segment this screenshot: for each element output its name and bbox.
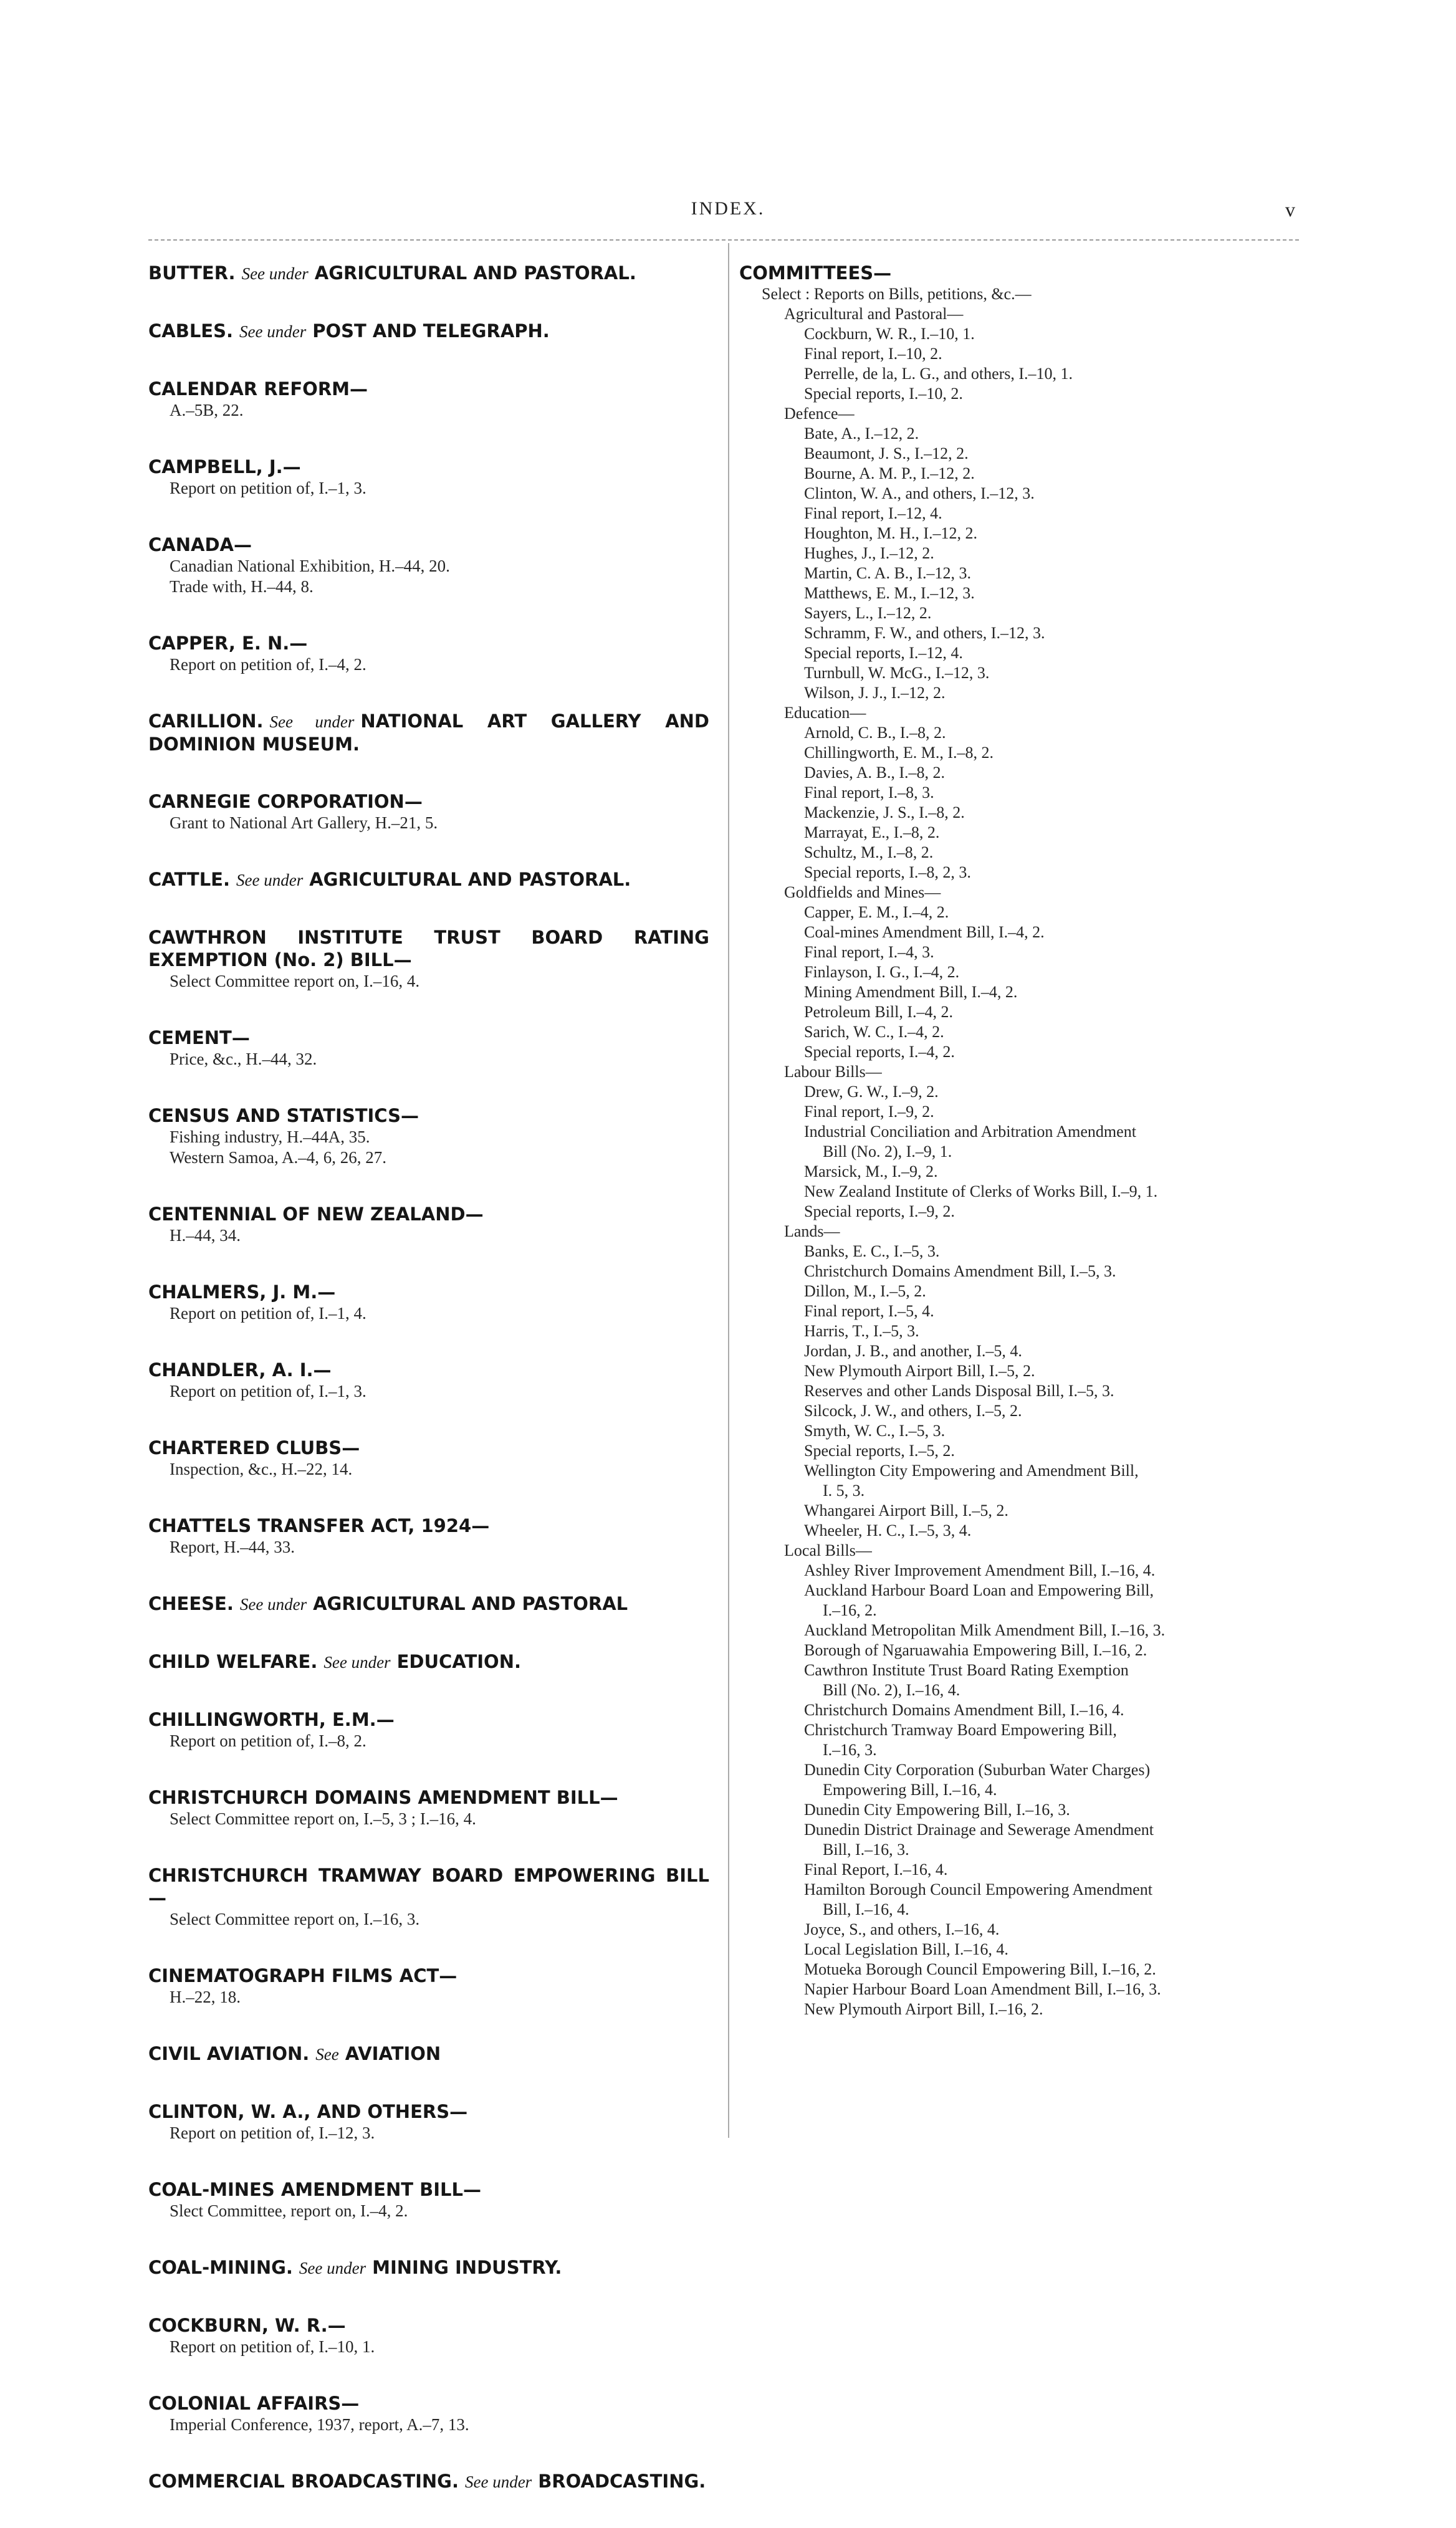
- committee-item: Petroleum Bill, I.–4, 2.: [804, 1003, 954, 1021]
- entry-heading: [148, 1359, 709, 1381]
- index-entry: [148, 1203, 709, 1246]
- committee-item: Special reports, I.–4, 2.: [804, 1043, 955, 1061]
- entry-heading-text: CARNEGIE CORPORATION—: [148, 791, 423, 812]
- committee-item: Mining Amendment Bill, I.–4, 2.: [804, 983, 1018, 1001]
- committee-group-heading: Lands—: [784, 1222, 840, 1240]
- committee-item: Final report, I.–4, 3.: [804, 943, 934, 961]
- committee-item: Auckland Harbour Board Loan and Empowering Bill,: [804, 1581, 1154, 1599]
- entry-subline: H.–22, 18.: [170, 1988, 241, 2006]
- committee-item: Special reports, I.–9, 2.: [804, 1202, 955, 1220]
- committee-item: New Zealand Institute of Clerks of Works Bill, I.–9, 1.: [804, 1182, 1158, 1200]
- committee-item: Houghton, M. H., I.–12, 2.: [804, 524, 978, 542]
- see-reference: See under: [464, 2473, 532, 2491]
- entry-heading-text: CAPPER, E. N.—: [148, 633, 308, 654]
- see-reference: See under: [269, 712, 355, 731]
- committee-item-continuation: I.–16, 3.: [823, 1741, 877, 1759]
- entry-subline: Price, &c., H.–44, 32.: [170, 1050, 317, 1068]
- committee-item: Davies, A. B., I.–8, 2.: [804, 764, 946, 782]
- committee-item: Final report, I.–12, 4.: [804, 504, 942, 522]
- entry-heading-text: CHATTELS TRANSFER ACT, 1924—: [148, 1515, 490, 1536]
- see-target: AGRICULTURAL AND PASTORAL.: [309, 869, 631, 890]
- index-entry: [148, 378, 709, 421]
- committee-item: Industrial Conciliation and Arbitration Amendment: [804, 1123, 1136, 1141]
- entry-heading-text: CHARTERED CLUBS—: [148, 1437, 360, 1458]
- entry-heading-text: CIVIL AVIATION.: [148, 2043, 310, 2064]
- committee-item: Christchurch Domains Amendment Bill, I.–16, 4.: [804, 1701, 1124, 1719]
- see-target: POST AND TELEGRAPH.: [312, 320, 550, 342]
- committee-item: Local Legislation Bill, I.–16, 4.: [804, 1940, 1008, 1958]
- index-entry: [148, 2100, 709, 2143]
- index-entry: [148, 1708, 709, 1751]
- committee-item: Drew, G. W., I.–9, 2.: [804, 1083, 939, 1101]
- committee-item: Schultz, M., I.–8, 2.: [804, 843, 934, 861]
- entry-subline: Inspection, &c., H.–22, 14.: [170, 1460, 353, 1478]
- column-divider: [728, 243, 729, 2138]
- entry-heading: [148, 1786, 709, 1809]
- entry-subline: Imperial Conference, 1937, report, A.–7, 13.: [170, 2415, 469, 2434]
- entry-subline: Report on petition of, I.–10, 1.: [170, 2337, 375, 2356]
- entry-heading-text: CHILLINGWORTH, E.M.—: [148, 1709, 395, 1730]
- entry-heading: [148, 2042, 709, 2066]
- committee-item: Arnold, C. B., I.–8, 2.: [804, 724, 946, 742]
- committee-item: Motueka Borough Council Empowering Bill, I.–16, 2.: [804, 1960, 1156, 1978]
- index-entry: [148, 1515, 709, 1558]
- committee-item: Final report, I.–8, 3.: [804, 783, 934, 802]
- index-entry: [148, 534, 709, 597]
- committee-item: Turnbull, W. McG., I.–12, 3.: [804, 664, 990, 682]
- entry-heading-text: CABLES.: [148, 320, 234, 342]
- entry-heading-text: CAMPBELL, J.—: [148, 456, 301, 477]
- committee-item: Hamilton Borough Council Empowering Amendment: [804, 1880, 1152, 1898]
- entry-heading-text: COMMERCIAL BROADCASTING.: [148, 2471, 459, 2492]
- committee-item-continuation: I. 5, 3.: [823, 1482, 865, 1500]
- committee-item: Beaumont, J. S., I.–12, 2.: [804, 444, 969, 462]
- committee-item: Special reports, I.–8, 2, 3.: [804, 863, 971, 881]
- committee-item-continuation: Bill (No. 2), I.–9, 1.: [823, 1142, 952, 1161]
- entry-subline: Report on petition of, I.–1, 3.: [170, 479, 366, 497]
- committee-item: Christchurch Domains Amendment Bill, I.–5, 3.: [804, 1262, 1116, 1280]
- index-entry: [148, 790, 709, 833]
- entry-subline: Western Samoa, A.–4, 6, 26, 27.: [170, 1148, 387, 1167]
- committee-item: Napier Harbour Board Loan Amendment Bill, I.–16, 3.: [804, 1980, 1161, 1998]
- entry-heading: [148, 1437, 709, 1459]
- committee-item: Reserves and other Lands Disposal Bill, I.–5, 3.: [804, 1382, 1114, 1400]
- page-number: v: [1285, 198, 1295, 221]
- committee-item: Final report, I.–5, 4.: [804, 1302, 934, 1320]
- entry-heading: [148, 378, 709, 400]
- index-entry: [148, 1864, 709, 1930]
- committee-item: Perrelle, de la, L. G., and others, I.–10, 1.: [804, 365, 1073, 383]
- committee-item: New Plymouth Airport Bill, I.–5, 2.: [804, 1362, 1035, 1380]
- entry-heading: [148, 262, 709, 285]
- entry-heading-text: CHALMERS, J. M.—: [148, 1281, 336, 1303]
- committee-item: Jordan, J. B., and another, I.–5, 4.: [804, 1342, 1022, 1360]
- see-target: AVIATION: [345, 2043, 441, 2064]
- committee-item-continuation: Bill (No. 2), I.–16, 4.: [823, 1681, 960, 1699]
- index-entry: [148, 710, 709, 755]
- committee-item: Joyce, S., and others, I.–16, 4.: [804, 1920, 1000, 1938]
- entry-heading: [148, 320, 709, 343]
- see-target: AGRICULTURAL AND PASTORAL: [313, 1593, 628, 1614]
- committee-item: Cawthron Institute Trust Board Rating Exemption: [804, 1661, 1129, 1679]
- entry-subline: Select Committee report on, I.–16, 3.: [170, 1910, 420, 1928]
- entry-heading: [148, 868, 709, 891]
- see-reference: See: [315, 2045, 339, 2064]
- entry-heading: [148, 790, 709, 813]
- see-reference: See under: [239, 322, 307, 341]
- committee-item: Sayers, L., I.–12, 2.: [804, 604, 932, 622]
- committee-item: Bourne, A. M. P., I.–12, 2.: [804, 464, 975, 482]
- entry-heading: [148, 1864, 709, 1909]
- entry-heading: [148, 1203, 709, 1225]
- committee-item: Clinton, W. A., and others, I.–12, 3.: [804, 484, 1035, 502]
- entry-heading-text: CALENDAR REFORM—: [148, 378, 368, 400]
- entry-heading: [148, 1515, 709, 1537]
- committee-item: Dunedin District Drainage and Sewerage Amendment: [804, 1821, 1154, 1839]
- entry-heading: [148, 2392, 709, 2415]
- committee-group-heading: Defence—: [784, 405, 855, 423]
- entry-heading: [148, 456, 709, 478]
- committee-group-heading: Local Bills—: [784, 1541, 872, 1559]
- see-reference: See under: [239, 1595, 307, 1614]
- committees-subheading: Select : Reports on Bills, petitions, &c.—: [762, 285, 1032, 303]
- committee-item: Finlayson, I. G., I.–4, 2.: [804, 963, 960, 981]
- index-entry: [148, 1281, 709, 1324]
- entry-heading: [148, 926, 709, 971]
- committee-item: Silcock, J. W., and others, I.–5, 2.: [804, 1402, 1022, 1420]
- index-entry: [148, 1965, 709, 2008]
- committee-item: Dunedin City Empowering Bill, I.–16, 3.: [804, 1801, 1070, 1819]
- committee-item: Final Report, I.–16, 4.: [804, 1860, 948, 1879]
- index-entry: [148, 1359, 709, 1402]
- committee-item: Whangarei Airport Bill, I.–5, 2.: [804, 1501, 1008, 1520]
- entry-heading: [148, 1965, 709, 1987]
- index-entry: [148, 2470, 709, 2493]
- committee-item: Marsick, M., I.–9, 2.: [804, 1162, 938, 1180]
- committee-item: Coal-mines Amendment Bill, I.–4, 2.: [804, 923, 1045, 941]
- committee-item: Cockburn, W. R., I.–10, 1.: [804, 325, 975, 343]
- committee-group-heading: Labour Bills—: [784, 1063, 882, 1081]
- committee-item: Smyth, W. C., I.–5, 3.: [804, 1422, 946, 1440]
- index-entry: [148, 320, 709, 343]
- entry-subline: Canadian National Exhibition, H.–44, 20.: [170, 557, 450, 575]
- entry-heading: [148, 534, 709, 556]
- index-entry: [148, 1786, 709, 1829]
- committee-item: Dunedin City Corporation (Suburban Water Charges): [804, 1761, 1151, 1779]
- committee-item: Final report, I.–10, 2.: [804, 345, 942, 363]
- index-entry: [148, 2392, 709, 2435]
- committee-item-continuation: Bill, I.–16, 4.: [823, 1900, 909, 1918]
- index-entry: [148, 632, 709, 675]
- entry-heading-text: COAL-MINING.: [148, 2257, 293, 2278]
- entry-heading: [148, 1281, 709, 1303]
- committee-item: Christchurch Tramway Board Empowering Bill,: [804, 1721, 1117, 1739]
- right-index-column: [739, 262, 1300, 2019]
- entry-subline: A.–5B, 22.: [170, 401, 244, 419]
- committee-item: Wellington City Empowering and Amendment Bill,: [804, 1462, 1139, 1480]
- committee-item: Dillon, M., I.–5, 2.: [804, 1282, 926, 1300]
- see-reference: See under: [299, 2259, 366, 2277]
- entry-subline: Fishing industry, H.–44A, 35.: [170, 1128, 370, 1146]
- index-entry: [148, 1650, 709, 1673]
- committees-heading: COMMITTEES—: [739, 262, 892, 284]
- committee-item-continuation: Bill, I.–16, 3.: [823, 1841, 909, 1859]
- page-header-title: INDEX.: [691, 198, 765, 219]
- entry-heading-text: CHRISTCHURCH TRAMWAY BOARD EMPOWERING BILL—: [148, 1865, 709, 1908]
- entry-heading-text: CHILD WELFARE.: [148, 1651, 318, 1672]
- entry-heading: [148, 2178, 709, 2201]
- entry-heading: [148, 1592, 709, 1616]
- index-entry: [148, 456, 709, 499]
- index-entry: [148, 262, 709, 285]
- committee-item: Ashley River Improvement Amendment Bill, I.–16, 4.: [804, 1561, 1156, 1579]
- index-entry: [148, 1027, 709, 1070]
- committee-item: Martin, C. A. B., I.–12, 3.: [804, 564, 971, 582]
- see-reference: See under: [236, 871, 304, 889]
- committee-item: Hughes, J., I.–12, 2.: [804, 544, 934, 562]
- entry-heading-text: COLONIAL AFFAIRS—: [148, 2393, 360, 2414]
- committee-item: Mackenzie, J. S., I.–8, 2.: [804, 803, 965, 821]
- index-entry: [148, 1104, 709, 1168]
- entry-heading: [148, 2470, 709, 2493]
- index-entry: [148, 2042, 709, 2066]
- index-entry: [148, 926, 709, 992]
- entry-heading-text: CHRISTCHURCH DOMAINS AMENDMENT BILL—: [148, 1787, 618, 1808]
- entry-heading: [148, 1027, 709, 1049]
- committee-item: Banks, E. C., I.–5, 3.: [804, 1242, 940, 1260]
- entry-subline: H.–44, 34.: [170, 1226, 241, 1245]
- committee-group-heading: Goldfields and Mines—: [784, 883, 941, 901]
- entry-subline: Report on petition of, I.–8, 2.: [170, 1731, 366, 1750]
- entry-heading-text: CAWTHRON INSTITUTE TRUST BOARD RATING EXEMPTION (No. 2) BILL—: [148, 927, 709, 970]
- entry-subline: Report on petition of, I.–1, 4.: [170, 1304, 366, 1323]
- see-reference: See under: [241, 264, 309, 283]
- header-rule: [148, 239, 1299, 241]
- see-target: MINING INDUSTRY.: [372, 2257, 562, 2278]
- see-target: BROADCASTING.: [538, 2471, 706, 2492]
- entry-subline: Trade with, H.–44, 8.: [170, 577, 314, 596]
- entry-heading-text: CHEESE.: [148, 1593, 234, 1614]
- committee-item: Sarich, W. C., I.–4, 2.: [804, 1023, 944, 1041]
- entry-heading-text: CINEMATOGRAPH FILMS ACT—: [148, 1965, 457, 1986]
- entry-heading-text: CENTENNIAL OF NEW ZEALAND—: [148, 1204, 484, 1225]
- left-index-column: [148, 262, 709, 2528]
- see-reference: See under: [323, 1653, 391, 1672]
- committee-item: Special reports, I.–12, 4.: [804, 644, 963, 662]
- index-entry: [148, 2178, 709, 2221]
- entry-subline: Report on petition of, I.–1, 3.: [170, 1382, 366, 1400]
- see-target: EDUCATION.: [396, 1651, 521, 1672]
- committee-item: Auckland Metropolitan Milk Amendment Bill, I.–16, 3.: [804, 1621, 1166, 1639]
- see-target: AGRICULTURAL AND PASTORAL.: [314, 262, 636, 284]
- committee-item: Bate, A., I.–12, 2.: [804, 424, 919, 443]
- index-entry: [148, 2256, 709, 2279]
- committee-item-continuation: Empowering Bill, I.–16, 4.: [823, 1781, 997, 1799]
- entry-heading-text: CATTLE.: [148, 869, 231, 890]
- entry-subline: Select Committee report on, I.–5, 3 ; I.–16, 4.: [170, 1809, 476, 1828]
- committee-item: Wilson, J. J., I.–12, 2.: [804, 684, 946, 702]
- entry-heading-text: CANADA—: [148, 534, 252, 555]
- committee-item: Matthews, E. M., I.–12, 3.: [804, 584, 975, 602]
- entry-heading-text: CHANDLER, A. I.—: [148, 1359, 332, 1381]
- entry-heading: [148, 2256, 709, 2279]
- entry-heading-text: COCKBURN, W. R.—: [148, 2315, 346, 2336]
- entry-heading: [148, 2314, 709, 2337]
- committee-item: Special reports, I.–5, 2.: [804, 1442, 955, 1460]
- committee-item: Harris, T., I.–5, 3.: [804, 1322, 919, 1340]
- committee-item: Wheeler, H. C., I.–5, 3, 4.: [804, 1521, 972, 1539]
- committee-group-heading: Education—: [784, 704, 866, 722]
- entry-heading: [148, 710, 709, 755]
- committee-item: New Plymouth Airport Bill, I.–16, 2.: [804, 2000, 1043, 2018]
- committee-item: Chillingworth, E. M., I.–8, 2.: [804, 744, 994, 762]
- committee-group-heading: Agricultural and Pastoral—: [784, 305, 964, 323]
- entry-subline: Report on petition of, I.–12, 3.: [170, 2123, 375, 2142]
- committee-item: Final report, I.–9, 2.: [804, 1103, 934, 1121]
- entry-heading: [148, 1708, 709, 1731]
- entry-heading: [148, 1650, 709, 1673]
- index-entry: [148, 2314, 709, 2357]
- index-entry: [148, 1437, 709, 1480]
- committee-item: Capper, E. M., I.–4, 2.: [804, 903, 949, 921]
- see-target: NATIONAL ART GALLERY AND DOMINION MUSEUM.: [148, 711, 709, 755]
- entry-subline: Slect Committee, report on, I.–4, 2.: [170, 2201, 408, 2220]
- committee-item: Schramm, F. W., and others, I.–12, 3.: [804, 624, 1045, 642]
- entry-heading-text: CLINTON, W. A., AND OTHERS—: [148, 2101, 468, 2122]
- entry-heading-text: CARILLION.: [148, 711, 264, 732]
- entry-heading-text: CENSUS AND STATISTICS—: [148, 1105, 419, 1126]
- entry-heading-text: COAL-MINES AMENDMENT BILL—: [148, 2179, 481, 2200]
- committee-item: Marrayat, E., I.–8, 2.: [804, 823, 940, 841]
- entry-subline: Select Committee report on, I.–16, 4.: [170, 972, 420, 990]
- entry-subline: Report on petition of, I.–4, 2.: [170, 655, 366, 674]
- entry-subline: Grant to National Art Gallery, H.–21, 5.: [170, 813, 438, 832]
- index-entry: [148, 1592, 709, 1616]
- entry-heading: [148, 1104, 709, 1127]
- entry-heading-text: CEMENT—: [148, 1027, 250, 1048]
- committee-item-continuation: I.–16, 2.: [823, 1601, 877, 1619]
- committee-item: Special reports, I.–10, 2.: [804, 385, 963, 403]
- index-entry: [148, 868, 709, 891]
- committee-item: Borough of Ngaruawahia Empowering Bill, I.–16, 2.: [804, 1641, 1147, 1659]
- entry-heading: [148, 2100, 709, 2123]
- entry-heading: [148, 632, 709, 654]
- entry-subline: Report, H.–44, 33.: [170, 1538, 295, 1556]
- entry-heading-text: BUTTER.: [148, 262, 236, 284]
